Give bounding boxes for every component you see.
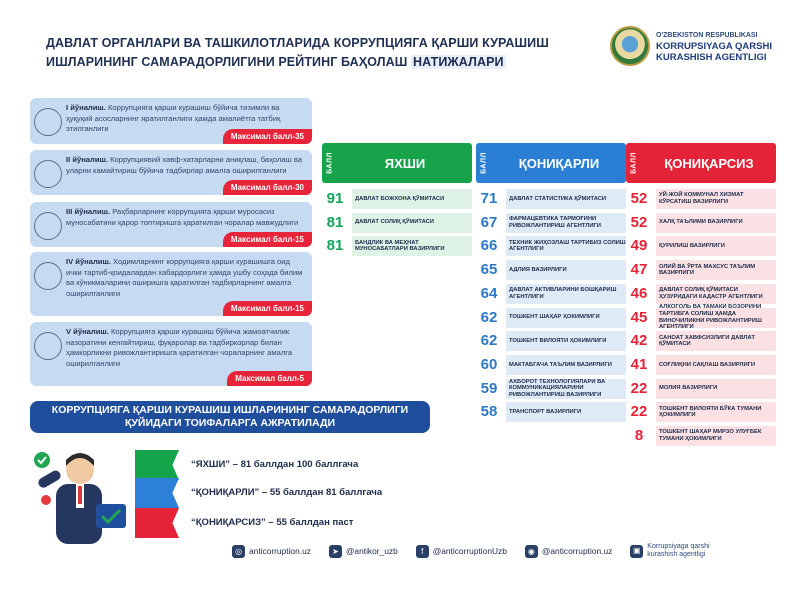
- ranking-row: [322, 236, 472, 256]
- column-ok: [476, 143, 626, 421]
- legend-text: “ҚОНИҚАРСИЗ” – 55 баллдан паст: [191, 517, 354, 528]
- row-organization: ҚУРИЛИШ ВАЗИРЛИГИ: [656, 236, 776, 256]
- row-organization: ДАВЛАТ СТАТИСТИКА ҚЎМИТАСИ: [506, 189, 626, 209]
- row-organization: МАКТАБГАЧА ТАЪЛИМ ВАЗИРЛИГИ: [506, 355, 626, 375]
- ranking-row: [476, 189, 626, 209]
- row-score: 71: [480, 190, 498, 207]
- row-organization: ТОШКЕНТ ВИЛОЯТИ ҲОКИМЛИГИ: [506, 331, 626, 351]
- row-score: 58: [480, 403, 498, 421]
- banner-line-2: ҚУЙИДАГИ ТОИФАЛАРГА АЖРАТИЛАДИ: [124, 417, 336, 429]
- row-score: 41: [630, 355, 648, 373]
- criterion-head: V йўналиш.: [66, 327, 109, 336]
- row-score: 81: [326, 237, 344, 255]
- row-score: 49: [630, 237, 648, 255]
- ranking-row: [476, 260, 626, 280]
- globe-icon: ◎: [232, 545, 245, 558]
- footer-brand-line-1: Korrupsiyaga qarshi: [647, 543, 710, 550]
- public-control-icon: [34, 332, 62, 360]
- row-score: 42: [630, 332, 648, 350]
- footer-link-text: @anticorruption.uz: [541, 546, 613, 556]
- column-label: ҚОНИҚАРЛИ: [492, 143, 626, 183]
- state-emblem-icon: [610, 26, 650, 66]
- leader-icon: [34, 212, 62, 240]
- row-organization: УЙ-ЖОЙ КОММУНАЛ ХИЗМАТ КЎРСАТИШ ВАЗИРЛИГИ: [656, 189, 776, 209]
- criterion-card-2: [30, 150, 312, 195]
- criterion-body: [30, 202, 312, 247]
- row-score: 66: [480, 237, 498, 255]
- agency-line-1: O'ZBEKISTON RESPUBLIKASI: [656, 31, 758, 39]
- criterion-body: [30, 322, 312, 386]
- criterion-desc: Ходимларнинг коррупцияга қарши курашишга оид ички тартиб-қоидалардан хабардорлиги ҳамда ушбу соҳада билим ва кўникмаларини оширишга қаратилган тадбирларнинг амалга оширилганлиги: [66, 257, 303, 298]
- criterion-text: [66, 327, 306, 369]
- row-score: 60: [480, 355, 498, 373]
- legend-bad: [135, 508, 435, 538]
- ball-label-text: БАЛЛ: [480, 152, 488, 174]
- ranking-row: [322, 213, 472, 233]
- footer-link[interactable]: [525, 545, 612, 558]
- row-score: 45: [630, 308, 648, 326]
- agency-name: [656, 30, 772, 63]
- footer-link[interactable]: [416, 545, 507, 558]
- legend-text: “ЯХШИ” – 81 баллдан 100 баллгача: [191, 459, 359, 470]
- staff-icon: [34, 262, 62, 290]
- row-score: 65: [480, 261, 498, 279]
- ball-label: [476, 143, 492, 183]
- ranking-row: [626, 260, 776, 280]
- criterion-card-5: [30, 322, 312, 386]
- criterion-desc: Раҳбарларнинг коррупцияга қарши муросасиз муносабатини қарор топтиришга қаратилган чоралар мавжудлиги: [66, 207, 299, 227]
- ranking-row: [476, 355, 626, 375]
- businessman-illustration: [30, 440, 130, 550]
- criterion-card-3: [30, 202, 312, 247]
- criterion-text: [66, 155, 306, 176]
- column-label: ҚОНИҚАРСИЗ: [642, 143, 776, 183]
- title-line-1: ДАВЛАТ ОРГАНЛАРИ ВА ТАШКИЛОТЛАРИДА КОРРУПЦИЯГА ҚАРШИ КУРАШИШ: [46, 36, 549, 50]
- footer-contacts: [232, 538, 780, 564]
- criterion-head: IV йўналиш.: [66, 257, 111, 266]
- legend-ok: [135, 478, 435, 508]
- ball-label-text: БАЛЛ: [326, 152, 334, 174]
- legend-good: [135, 450, 435, 480]
- column-label: ЯХШИ: [338, 143, 472, 183]
- ranking-row: [626, 189, 776, 209]
- criterion-desc: Коррупцияга қарши курашиш бўйича тизимли ва ҳуқуқий асосларнинг яратилганлиги ҳамда амалиётга татбиқ этилганлиги: [66, 103, 281, 134]
- max-score-badge: Максимал балл-15: [223, 301, 312, 316]
- row-organization: ТОШКЕНТ ШАҲАР МИРЗО УЛУҒБЕК ТУМАНИ ҲОКИМЛИГИ: [656, 426, 776, 446]
- row-score: 81: [326, 213, 344, 231]
- max-score-badge: Максимал балл-5: [227, 371, 312, 386]
- footer-link[interactable]: [329, 545, 398, 558]
- footer-brand: [630, 543, 709, 559]
- ranking-row: [476, 284, 626, 304]
- ranking-row: [626, 284, 776, 304]
- row-score: 64: [480, 284, 498, 302]
- row-score: 91: [326, 190, 344, 207]
- ranking-row: [476, 213, 626, 233]
- criterion-desc: Коррупциявий хавф-хатарларни аниқлаш, баҳолаш ва уларни камайтириш бўйича тадбирлар амалга оширилганлиги: [66, 155, 302, 175]
- legend-text: “ҚОНИҚАРЛИ” – 55 баллдан 81 баллгача: [191, 487, 383, 498]
- column-bad: [626, 143, 776, 444]
- legend-swatch-ok: [135, 478, 179, 508]
- ranking-row: [626, 355, 776, 375]
- ranking-row: [322, 189, 472, 209]
- page-title: [46, 34, 566, 72]
- row-organization: ДАВЛАТ СОЛИҚ ҚЎМИТАСИ: [352, 213, 472, 233]
- risk-chart-icon: [34, 160, 62, 188]
- row-organization: ХАЛҚ ТАЪЛИМИ ВАЗИРЛИГИ: [656, 213, 776, 233]
- column-header: [626, 143, 776, 183]
- row-organization: ТЕХНИК ЖИҲОЗЛАШ ТАРТИБИЗ СОЛИШ АГЕНТЛИГИ: [506, 236, 626, 256]
- row-score: 46: [630, 284, 648, 302]
- row-score: 59: [480, 379, 498, 397]
- row-score: 52: [630, 190, 648, 207]
- row-organization: АДЛИЯ ВАЗИРЛИГИ: [506, 260, 626, 280]
- criterion-desc: Коррупцияга қарши курашиш бўйича жамоатчилик назоратини кенгайтириш, фуқаролар ва тадбиркорлар билан ҳамкорликни ривожлантиришга қаратилган чораларнинг амалга оширилганлиги: [66, 327, 293, 368]
- row-organization: САНОАТ ХАВФСИЗЛИГИ ДАВЛАТ ҚЎМИТАСИ: [656, 331, 776, 351]
- row-score: 8: [634, 427, 644, 444]
- ranking-row: [626, 304, 776, 331]
- row-organization: АХБОРОТ ТЕХНОЛОГИЯЛАРИ ВА КОММУНИКАЦИЯЛАРИНИ РИВОЖЛАНТИРИШ ВАЗИРЛИГИ: [506, 379, 626, 399]
- row-organization: БАНДЛИК ВА МЕҲНАТ МУНОСАБАТЛАРИ ВАЗИРЛИГИ: [352, 236, 472, 256]
- title-line-2-text: ИШЛАРИНИНГ САМАРАДОРЛИГИНИ РЕЙТИНГ БАҲОЛАШ: [46, 55, 408, 69]
- ball-label-text: БАЛЛ: [630, 152, 638, 174]
- banner-line-1: КОРРУПЦИЯГА ҚАРШИ КУРАШИШ ИШЛАРИНИНГ САМАРАДОРЛИГИ: [51, 404, 409, 416]
- categories-banner: [30, 401, 430, 433]
- row-organization: ДАВЛАТ БОЖХОНА ҚЎМИТАСИ: [352, 189, 472, 209]
- legend-swatch-bad: [135, 508, 179, 538]
- agency-mark-icon: ▣: [630, 545, 643, 558]
- ranking-row: [626, 426, 776, 446]
- row-organization: ДАВЛАТ АКТИВЛАРИНИ БОШҚАРИШ АГЕНТЛИГИ: [506, 284, 626, 304]
- ranking-row: [476, 236, 626, 256]
- column-header: [476, 143, 626, 183]
- criterion-body: [30, 252, 312, 316]
- criterion-head: III йўналиш.: [66, 207, 111, 216]
- footer-link-text: anticorruption.uz: [249, 546, 311, 556]
- row-organization: ТРАНСПОРТ ВАЗИРЛИГИ: [506, 402, 626, 422]
- ranking-row: [626, 379, 776, 399]
- ball-label: [322, 143, 338, 183]
- footer-link-text: @antikor_uzb: [345, 546, 398, 556]
- row-score: 22: [630, 403, 648, 421]
- footer-link-text: @anticorruptionUzb: [432, 546, 507, 556]
- agency-line-2: KORRUPSIYAGA QARSHI: [656, 40, 772, 52]
- criterion-text: [66, 257, 306, 299]
- ranking-row: [626, 331, 776, 351]
- criterion-head: I йўналиш.: [66, 103, 106, 112]
- row-score: 22: [630, 379, 648, 397]
- footer-brand-text: [647, 543, 709, 559]
- criterion-text: [66, 207, 306, 228]
- row-organization: АЛКОГОЛЬ ВА ТАМАКИ БОЗОРИНИ ТАРТИБГА СОЛИШ ҲАМДА ВИНОЧИЛИКНИ РИВОЖЛАНТИРИШ АГЕНТЛИГИ: [656, 308, 776, 328]
- ranking-row: [476, 331, 626, 351]
- row-organization: ДАВЛАТ СОЛИҚ ҚЎМИТАСИ ҲУЗУРИДАГИ КАДАСТР АГЕНТЛИГИ: [656, 284, 776, 304]
- footer-brand-line-2: kurashish agentligi: [647, 551, 706, 558]
- facebook-icon: f: [416, 545, 429, 558]
- row-organization: ТОШКЕНТ ВИЛОЯТИ БЎКА ТУМАНИ ҲОКИМЛИГИ: [656, 402, 776, 422]
- telegram-icon: ➤: [329, 545, 342, 558]
- column-header: [322, 143, 472, 183]
- criterion-head: II йўналиш.: [66, 155, 108, 164]
- criterion-body: [30, 98, 312, 144]
- ranking-row: [476, 308, 626, 328]
- ranking-row: [626, 402, 776, 422]
- max-score-badge: Максимал балл-15: [223, 232, 312, 247]
- row-score: 62: [480, 308, 498, 326]
- footer-link[interactable]: [232, 545, 311, 558]
- row-score: 47: [630, 261, 648, 279]
- row-organization: ТОШКЕНТ ШАҲАР ҲОКИМЛИГИ: [506, 308, 626, 328]
- row-score: 62: [480, 332, 498, 350]
- row-organization: СОҒЛИҚНИ САҚЛАШ ВАЗИРЛИГИ: [656, 355, 776, 375]
- criterion-card-4: [30, 252, 312, 316]
- row-score: 67: [480, 213, 498, 231]
- max-score-badge: Максимал балл-35: [223, 129, 312, 144]
- row-organization: ОЛИЙ ВА ЎРТА МАХСУС ТАЪЛИМ ВАЗИРЛИГИ: [656, 260, 776, 280]
- title-line-2: [46, 53, 566, 72]
- criterion-body: [30, 150, 312, 195]
- row-organization: ФАРМАЦЕВТИКА ТАРМОҒИНИ РИВОЖЛАНТИРИШ АГЕНТЛИГИ: [506, 213, 626, 233]
- title-accent: НАТИЖАЛАРИ: [412, 55, 504, 69]
- row-score: 52: [630, 213, 648, 231]
- ball-label: [626, 143, 642, 183]
- scales-icon: [34, 108, 62, 136]
- max-score-badge: Максимал балл-30: [223, 180, 312, 195]
- agency-logo: [610, 26, 772, 66]
- ranking-row: [626, 213, 776, 233]
- instagram-icon: ◉: [525, 545, 538, 558]
- row-organization: МОЛИЯ ВАЗИРЛИГИ: [656, 379, 776, 399]
- column-good: [322, 143, 472, 255]
- legend-swatch-good: [135, 450, 179, 480]
- agency-line-3: KURASHISH AGENTLIGI: [656, 51, 767, 63]
- ranking-row: [476, 379, 626, 399]
- ranking-row: [476, 402, 626, 422]
- ranking-row: [626, 236, 776, 256]
- criterion-card-1: [30, 98, 312, 144]
